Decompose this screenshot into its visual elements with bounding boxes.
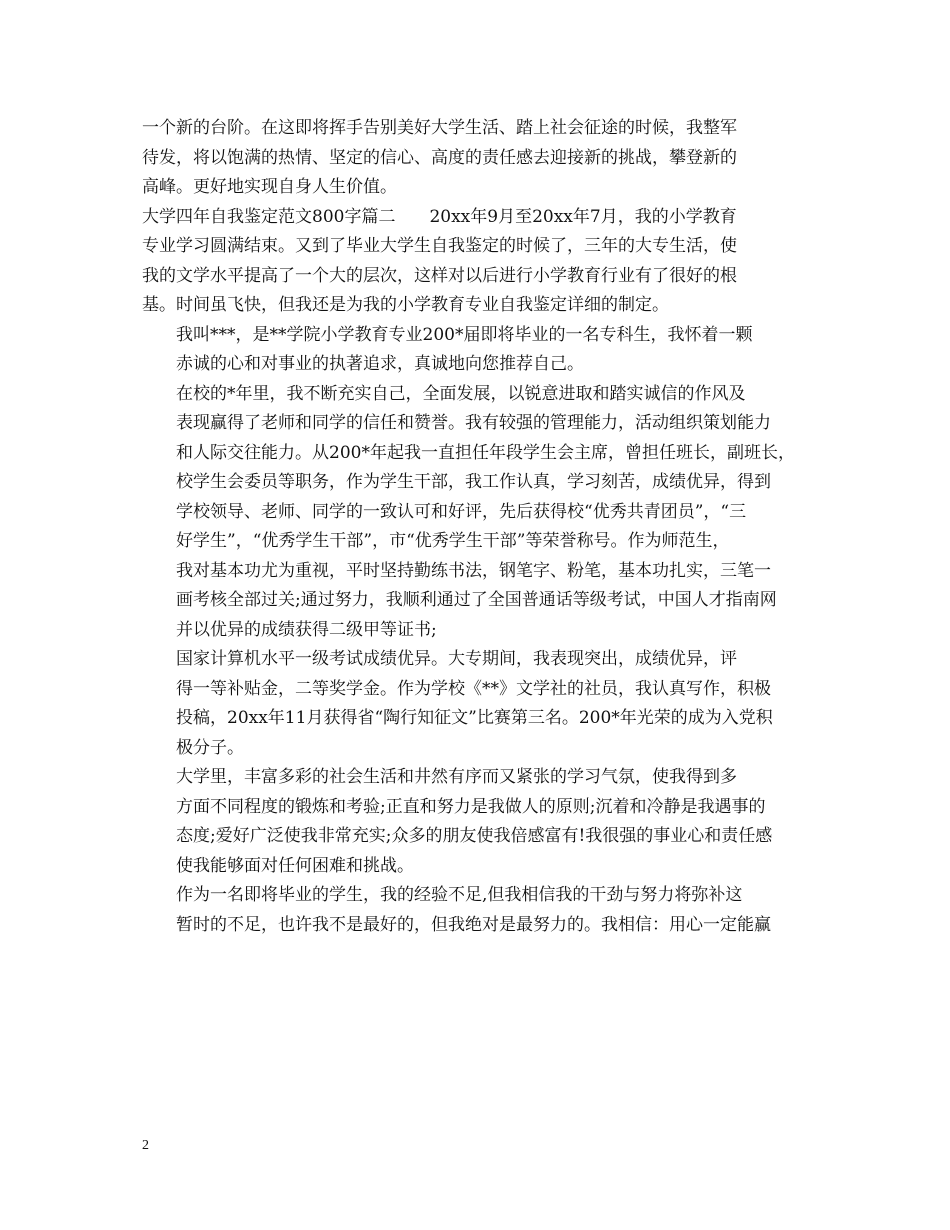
text-line: 校学生会委员等职务，作为学生干部，我工作认真，学习刻苦，成绩优异，得到: [176, 472, 771, 492]
text-line: 一个新的台阶。在这即将挥手告别美好大学生活、踏上社会征途的时候，我整军: [142, 118, 737, 138]
document-body: [142, 114, 810, 940]
text-line: 赤诚的心和对事业的执著追求，真诚地向您推荐自己。: [176, 354, 584, 374]
text-line: 投稿，20xx年11月获得省“陶行知征文”比赛第三名。200*年光荣的成为入党积: [176, 708, 773, 728]
text-line: 专业学习圆满结束。又到了毕业大学生自我鉴定的时候了，三年的大专生活，使: [142, 236, 737, 256]
text-line: 态度;爱好广泛使我非常充实;众多的朋友使我倍感富有!我很强的事业心和责任感: [176, 826, 773, 846]
text-line: 国家计算机水平一级考试成绩优异。大专期间，我表现突出，成绩优异，评: [176, 649, 737, 669]
paragraph: [142, 645, 810, 763]
text-line: 极分子。: [176, 737, 244, 758]
text-line: 我的文学水平提高了一个大的层次，这样对以后进行小学教育行业有了很好的根: [142, 265, 737, 286]
text-line: 作为一名即将毕业的学生，我的经验不足,但我相信我的干劲与努力将弥补这: [176, 885, 743, 905]
text-line: 得一等补贴金，二等奖学金。作为学校《**》文学社的社员，我认真写作，积极: [176, 678, 771, 699]
text-line: 好学生”，“优秀学生干部”，市“优秀学生干部”等荣誉称号。作为师范生，: [176, 531, 730, 551]
text-line: 学校领导、老师、同学的一致认可和好评，先后获得校“优秀共青团员”，“三: [176, 501, 747, 522]
text-line: 在校的*年里，我不断充实自己，全面发展，以锐意进取和踏实诚信的作风及: [176, 383, 746, 404]
paragraph: [142, 321, 810, 380]
text-line: 大学四年自我鉴定范文800字篇二 20xx年9月至20xx年7月，我的小学教育: [142, 206, 737, 227]
text-line: 待发，将以饱满的热情、坚定的信心、高度的责任感去迎接新的挑战，攀登新的: [142, 147, 737, 168]
text-line: 画考核全部过关;通过努力，我顺利通过了全国普通话等级考试，中国人才指南网: [176, 590, 777, 610]
text-line: 暂时的不足，也许我不是最好的，但我绝对是最努力的。我相信：用心一定能赢: [176, 914, 771, 935]
paragraph: [142, 203, 810, 321]
paragraph: [142, 380, 810, 646]
text-line: 和人际交往能力。从200*年起我一直担任年段学生会主席，曾担任班长，副班长，: [176, 442, 795, 463]
text-line: 并以优异的成绩获得二级甲等证书;: [176, 619, 437, 640]
text-line: 表现赢得了老师和同学的信任和赞誉。我有较强的管理能力，活动组织策划能力: [176, 413, 771, 433]
text-line: 使我能够面对任何困难和挑战。: [176, 855, 414, 876]
text-line: 大学里，丰富多彩的社会生活和井然有序而又紧张的学习气氛，使我得到多: [176, 767, 737, 787]
text-line: 高峰。更好地实现自身人生价值。: [142, 177, 397, 197]
text-line: 我对基本功尤为重视，平时坚持勤练书法，钢笔字、粉笔，基本功扎实，三笔一: [176, 560, 771, 581]
paragraph: [142, 763, 810, 881]
text-line: 基。时间虽飞快，但我还是为我的小学教育专业自我鉴定详细的制定。: [142, 295, 669, 315]
text-line: 我叫***，是**学院小学教育专业200*届即将毕业的一名专科生，我怀着一颗: [176, 324, 753, 345]
page-number: 2: [142, 1138, 149, 1153]
paragraph: [142, 114, 810, 203]
paragraph: [142, 881, 810, 940]
text-line: 方面不同程度的锻炼和考验;正直和努力是我做人的原则;沉着和冷静是我遇事的: [176, 796, 766, 817]
